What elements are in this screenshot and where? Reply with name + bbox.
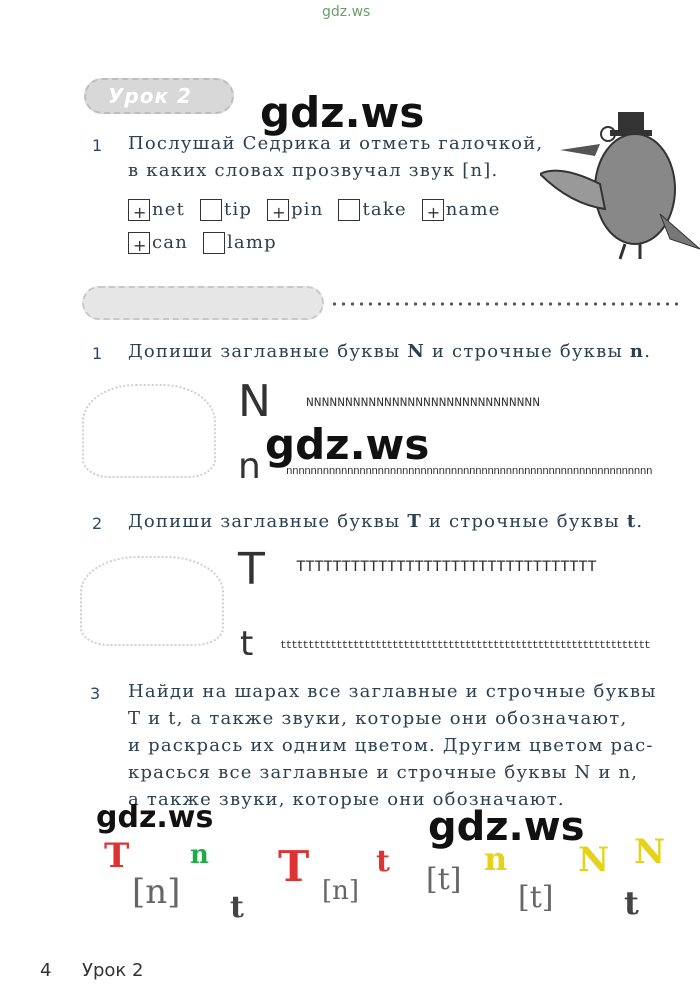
copy-row-upper-t[interactable]: TTTTTTTTTTTTTTTTTTTTTTTTTTTTTTTTT — [296, 558, 597, 576]
word-row-1 — [128, 196, 509, 229]
exercise-1-text: Допиши заглавные буквы N и строчные буквы n. — [128, 341, 652, 362]
copy-row-lower-n[interactable]: nnnnnnnnnnnnnnnnnnnnnnnnnnnnnnnnnnnnnnnnnnnnnnnnnnnnnnnnnnnn — [286, 466, 653, 478]
balloon-lower-t[interactable]: t — [376, 844, 390, 879]
checkbox[interactable]: + — [422, 199, 444, 221]
balloon-sound-n[interactable]: [n] — [322, 876, 360, 906]
crow-illustration — [540, 104, 700, 264]
checkbox[interactable] — [200, 199, 222, 221]
exercise-3-line-2: T и t, а также звуки, которые они обозначают, — [128, 708, 628, 729]
balloon-lower-t[interactable]: t — [624, 884, 639, 922]
section-banner — [82, 286, 324, 320]
checkbox[interactable]: + — [267, 199, 289, 221]
balloon-upper-n[interactable]: N — [634, 832, 666, 872]
balloon-upper-t[interactable]: T — [278, 842, 310, 891]
exercise-text-line-1: Послушай Седрика и отметь галочкой, — [128, 133, 544, 154]
balloon-lower-n[interactable]: n — [190, 840, 209, 870]
sample-lower-n: n — [238, 446, 261, 487]
lesson-banner: Урок 2 — [84, 78, 234, 114]
copy-row-upper-n[interactable]: NNNNNNNNNNNNNNNNNNNNNNNNNNNNNN — [306, 395, 541, 410]
exercise-number: 1 — [92, 344, 103, 363]
word-row-2 — [128, 229, 285, 262]
sample-upper-n: N — [238, 376, 271, 427]
word-can[interactable]: + can — [128, 229, 188, 256]
letter-figures-sketch — [80, 556, 224, 646]
letter-figures-sketch — [82, 384, 216, 478]
watermark: gdz.ws — [428, 804, 585, 850]
balloon-upper-n[interactable]: N — [578, 840, 610, 880]
page-number: 4 — [40, 960, 52, 981]
balloon-sound-t[interactable]: [t] — [426, 862, 462, 897]
watermark: gdz.ws — [260, 88, 425, 137]
exercise-text-line-2: в каких словах прозвучал звук [n]. — [128, 160, 499, 181]
exercise-2-text: Допиши заглавные буквы T и строчные буквы t. — [128, 511, 644, 532]
exercise-3-line-1: Найди на шарах все заглавные и строчные буквы — [128, 681, 657, 702]
balloon-sound-n[interactable]: [n] — [132, 872, 181, 912]
exercise-3-line-3: и раскрась их одним цветом. Другим цветом рас- — [128, 735, 654, 756]
dotted-divider — [330, 302, 680, 306]
sample-upper-t: T — [238, 544, 265, 595]
checkbox[interactable] — [203, 232, 225, 254]
checkbox[interactable]: + — [128, 199, 150, 221]
checkbox[interactable]: + — [128, 232, 150, 254]
checkbox[interactable] — [338, 199, 360, 221]
exercise-number: 2 — [92, 514, 103, 533]
site-header-link[interactable]: gdz.ws — [322, 4, 371, 20]
balloon-lower-t[interactable]: t — [230, 890, 244, 925]
footer-lesson: Урок 2 — [82, 960, 144, 981]
word-take[interactable]: take — [338, 196, 406, 223]
word-name[interactable]: + name — [422, 196, 501, 223]
balloon-sound-t[interactable]: [t] — [518, 880, 554, 915]
word-tip[interactable]: tip — [200, 196, 252, 223]
copy-row-lower-t[interactable]: tttttttttttttttttttttttttttttttttttttttttttttttttttttttttttttttttt — [280, 640, 650, 652]
exercise-number: 3 — [90, 684, 101, 703]
balloon-upper-t[interactable]: T — [104, 836, 130, 876]
exercise-3-line-4: красься все заглавные и строчные буквы N и n, — [128, 762, 639, 783]
watermark: gdz.ws — [265, 420, 430, 469]
watermark: gdz.ws — [96, 800, 214, 835]
word-pin[interactable]: + pin — [267, 196, 323, 223]
word-net[interactable]: + net — [128, 196, 185, 223]
exercise-number: 1 — [92, 136, 103, 155]
exercise-3-line-5: а также звуки, которые они обозначают. — [128, 789, 565, 810]
word-lamp[interactable]: lamp — [203, 229, 277, 256]
sample-lower-t: t — [240, 624, 254, 664]
balloon-lower-n[interactable]: n — [484, 840, 508, 878]
